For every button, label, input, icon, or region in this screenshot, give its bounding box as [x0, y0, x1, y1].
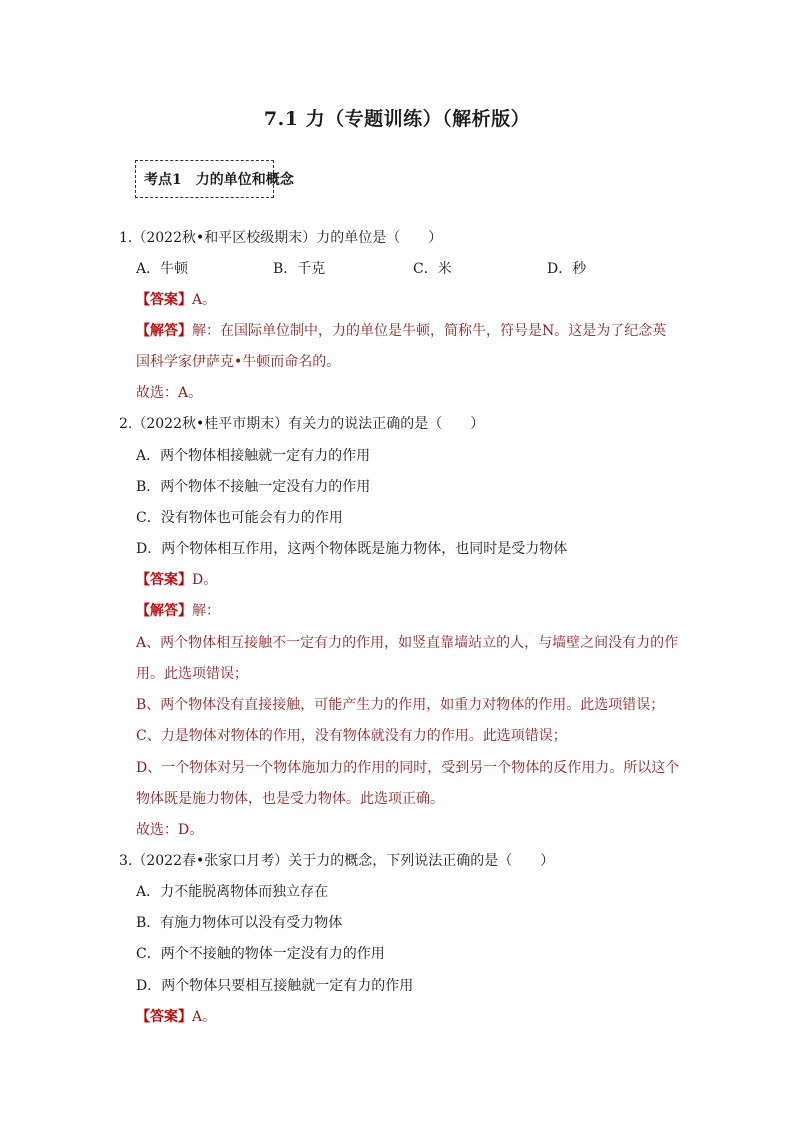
q1-option-d: D．秒 [547, 261, 587, 277]
q2-option-d: D．两个物体相互作用，这两个物体既是施力物体，也同时是受力物体 [136, 541, 568, 557]
answer-value: A。 [192, 1009, 217, 1025]
answer-tag: 【答案】 [136, 1009, 192, 1025]
q2-answer [136, 570, 217, 590]
page-title: 7.1 力（专题训练）（解析版） [263, 108, 531, 130]
q3-answer [136, 1007, 216, 1027]
q3-option-a: A．力不能脱离物体而独立存在 [136, 884, 329, 900]
question-3-stem: 3.（2022春•张家口月考）关于力的概念，下列说法正确的是（ ） [119, 853, 555, 869]
q1-option-c: C．米 [413, 261, 452, 277]
analysis-tag: 【解答】 [136, 323, 192, 339]
q1-option-b: B．千克 [273, 261, 326, 277]
q3-option-b: B．有施力物体可以没有受力物体 [136, 915, 343, 931]
q2-analysis-d-2: 物体既是施力物体，也是受力物体。此选项正确。 [136, 791, 444, 807]
analysis-text: 解： [192, 603, 220, 619]
q1-analysis-line-1 [136, 321, 666, 341]
q1-answer [136, 290, 216, 310]
q2-analysis-c: C、力是物体对物体的作用，没有物体就没有力的作用。此选项错误； [136, 728, 567, 744]
q2-analysis-d-1: D、一个物体对另一个物体施加力的作用的同时，受到另一个物体的反作用力。所以这个 [136, 760, 680, 776]
q2-choose: 故选：D。 [136, 822, 204, 838]
q1-choose: 故选：A。 [136, 385, 203, 401]
question-2-stem: 2.（2022秋•桂平市期末）有关力的说法正确的是（ ） [119, 416, 485, 432]
q2-analysis-head [136, 601, 220, 621]
q2-option-b: B．两个物体不接触一定没有力的作用 [136, 479, 371, 495]
analysis-tag: 【解答】 [136, 603, 192, 619]
q3-option-c: C．两个不接触的物体一定没有力的作用 [136, 946, 385, 962]
q2-analysis-b: B、两个物体没有直接接触，可能产生力的作用，如重力对物体的作用。此选项错误； [136, 697, 665, 713]
q1-analysis-line-2: 国科学家伊萨克•牛顿而命名的。 [136, 354, 341, 370]
q2-analysis-a-1: A、两个物体相互接触不一定有力的作用，如竖直靠墙站立的人，与墙壁之间没有力的作 [136, 635, 679, 651]
q1-option-a: A．牛顿 [136, 261, 189, 277]
q2-analysis-a-2: 用。此选项错误； [136, 666, 248, 682]
answer-tag: 【答案】 [136, 572, 192, 588]
answer-value: A。 [192, 292, 217, 308]
q3-option-d: D．两个物体只要相互接触就一定有力的作用 [136, 978, 414, 994]
answer-tag: 【答案】 [136, 292, 192, 308]
q2-option-c: C．没有物体也可能会有力的作用 [136, 510, 343, 526]
analysis-text: 解：在国际单位制中，力的单位是牛顿，简称牛，符号是N。这是为了纪念英 [192, 323, 667, 339]
q2-option-a: A．两个物体相接触就一定有力的作用 [136, 448, 371, 464]
answer-value: D。 [192, 572, 218, 588]
section-heading-box: 考点1 力的单位和概念 [135, 160, 274, 198]
question-1-stem: 1.（2022秋•和平区校级期末）力的单位是（ ） [119, 230, 443, 246]
